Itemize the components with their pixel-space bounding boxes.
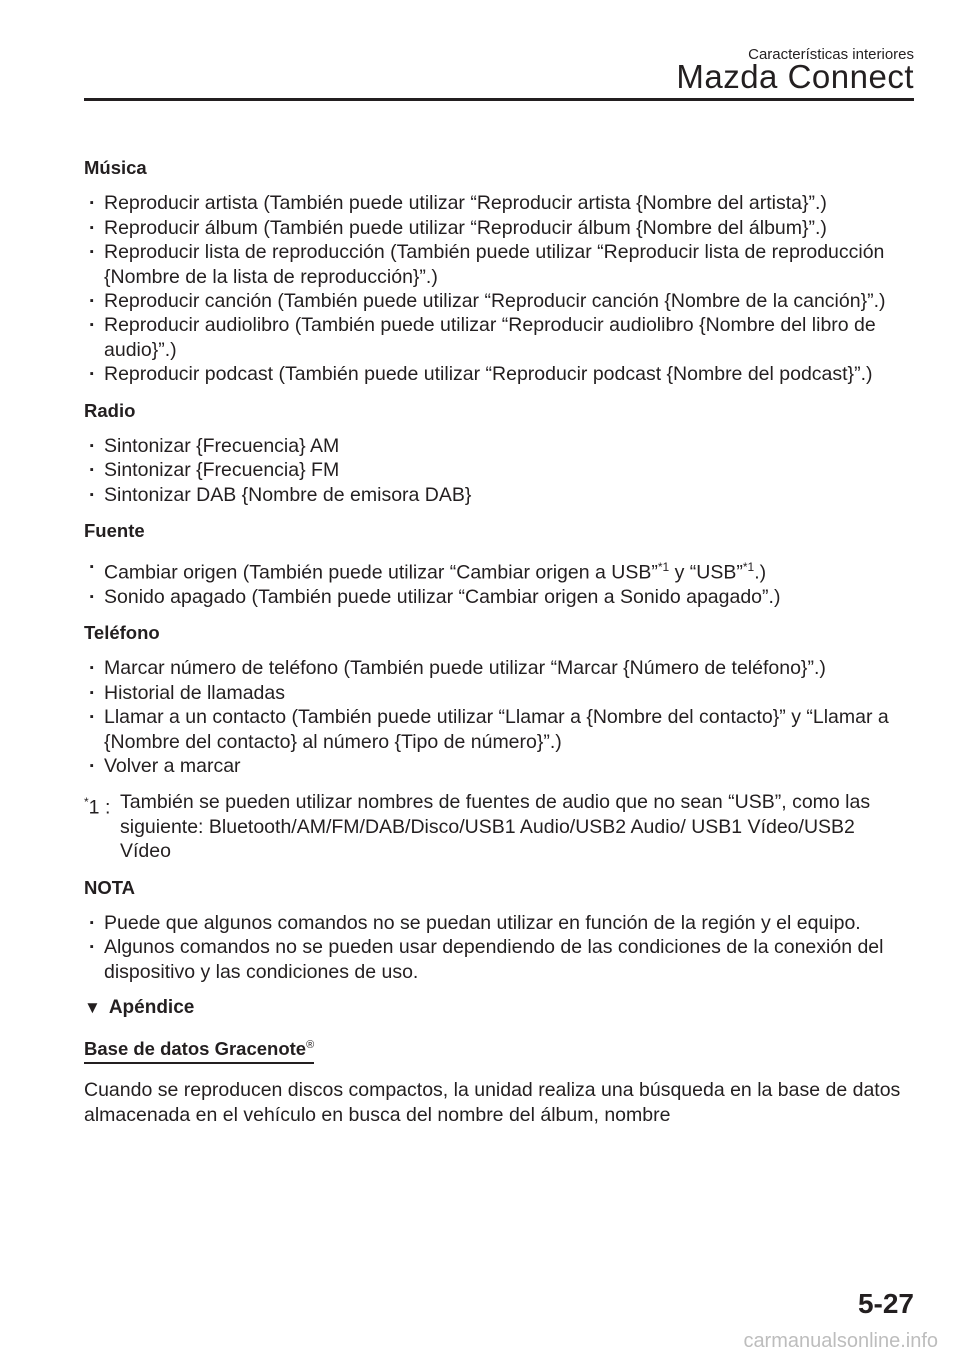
appendix-title: Apéndice [108, 997, 195, 1019]
list-item: · Sonido apagado (También puede utilizar “Cambiar origen a Sonido apagado”.) [84, 585, 904, 609]
note-list [84, 911, 904, 984]
appendix-heading [84, 996, 904, 1020]
section-telefono [84, 621, 904, 778]
list-item: · Sintonizar {Frecuencia} FM [84, 458, 904, 482]
header-divider [84, 98, 914, 101]
list-item: · Algunos comandos no se pueden usar dependiendo de las condiciones de la conexión del dispositivo y las condiciones de uso. [84, 935, 904, 984]
list-item: · Reproducir podcast (También puede utilizar “Reproducir podcast {Nombre del podcast}”.) [84, 362, 904, 386]
gracenote-subheading: Base de datos Gracenote® [84, 1033, 314, 1065]
footnote-marker: *1 : [84, 795, 111, 819]
gracenote-paragraph: Cuando se reproducen discos compactos, la unidad realiza una búsqueda en la base de datos almacenada en el vehículo en busca del nombre del álbum, nombre [84, 1079, 901, 1126]
list-item: · Puede que algunos comandos no se puedan utilizar en función de la región y el equipo. [84, 911, 904, 935]
list-item: · Marcar número de teléfono (También puede utilizar “Marcar {Número de teléfono}”.) [84, 656, 904, 680]
footnote-ref: *1 [657, 559, 670, 574]
command-list [84, 434, 904, 507]
item-text: .) [754, 561, 767, 584]
list-item: · Historial de llamadas [84, 681, 904, 705]
page-title: Mazda Connect [676, 58, 914, 95]
section-fuente [84, 519, 904, 609]
section-heading: NOTA [84, 876, 136, 898]
command-list [84, 191, 904, 386]
list-item: · Llamar a un contacto (También puede utilizar “Llamar a {Nombre del contacto}” y “Llamar a {Nombre del contacto} al número {Tipo de número}”.) [84, 705, 904, 754]
command-list [84, 555, 904, 609]
list-item [84, 555, 904, 585]
list-item: · Reproducir artista (También puede utilizar “Reproducir artista {Nombre del artista}”.) [84, 191, 904, 215]
section-musica [84, 156, 904, 387]
footnote-text: También se pueden utilizar nombres de fuentes de audio que no sean “USB”, como las siguiente: Bluetooth/AM/FM/DAB/Disco/USB1 Audio/USB2 Audio/ USB1 Vídeo/USB2 Vídeo [120, 791, 871, 863]
section-heading: Fuente [84, 520, 145, 542]
list-item: · Reproducir audiolibro (También puede utilizar “Reproducir audiolibro {Nombre del libro de audio}”.) [84, 313, 904, 362]
triangle-down-icon: ▼ [84, 998, 101, 1018]
page-number: 5-27 [857, 1288, 914, 1319]
footnote [84, 790, 904, 863]
list-item: · Volver a marcar [84, 754, 904, 778]
item-text: Cambiar origen (También puede utilizar “Cambiar origen a USB” [104, 561, 658, 584]
section-heading: Radio [84, 399, 136, 421]
list-item: · Sintonizar {Frecuencia} AM [84, 434, 904, 458]
list-item: · Sintonizar DAB {Nombre de emisora DAB} [84, 483, 904, 507]
list-item: · Reproducir canción (También puede utilizar “Reproducir canción {Nombre de la canción}”.) [84, 289, 904, 313]
section-heading: Música [84, 157, 147, 178]
section-nota [84, 876, 904, 985]
list-item: · Reproducir álbum (También puede utilizar “Reproducir álbum {Nombre del álbum}”.) [84, 216, 904, 240]
section-radio [84, 399, 904, 508]
item-text: y “USB” [669, 561, 743, 584]
section-heading: Teléfono [84, 622, 160, 643]
footnote-ref: *1 [742, 559, 755, 574]
page-content [84, 156, 904, 1127]
list-item: · Reproducir lista de reproducción (También puede utilizar “Reproducir lista de reproducción {Nombre de la lista de reproducción}”.) [84, 240, 904, 289]
trademark-symbol: ® [306, 1038, 315, 1051]
command-list [84, 656, 904, 778]
chapter-label: Características interiores [748, 46, 914, 63]
watermark: carmanualsonline.info [743, 1330, 938, 1352]
